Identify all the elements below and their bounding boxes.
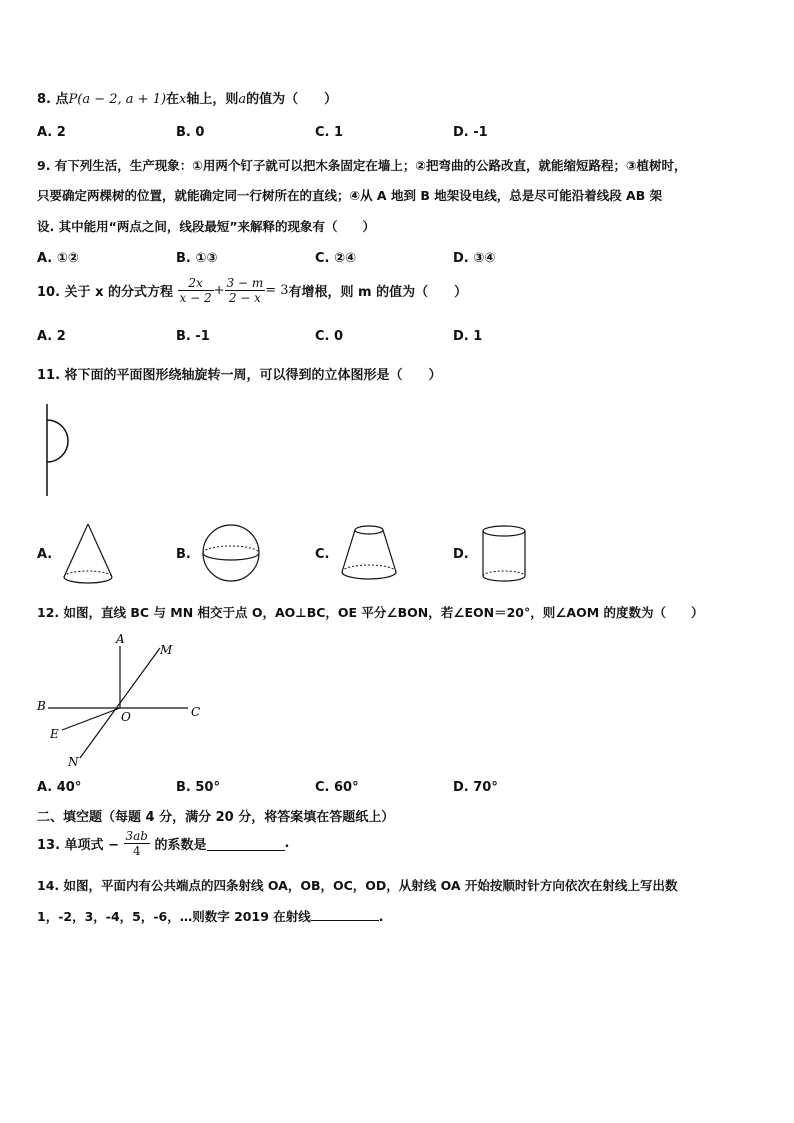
- q10-option-b[interactable]: B. -1: [176, 329, 210, 344]
- q9-line3: 设. 其中能用“两点之间，线段最短”来解释的现象有（ ）: [37, 219, 376, 234]
- q11-option-b[interactable]: B.: [176, 547, 191, 562]
- label-b: B: [37, 699, 46, 713]
- q8-option-c[interactable]: C. 1: [315, 125, 344, 140]
- q10-option-a[interactable]: A. 2: [37, 329, 66, 344]
- q13-answer-blank[interactable]: [207, 836, 285, 851]
- cone-icon: [60, 520, 116, 586]
- q12-option-d[interactable]: D. 70°: [453, 780, 498, 795]
- q8-option-b[interactable]: B. 0: [176, 125, 205, 140]
- label-m: M: [160, 643, 173, 657]
- q9-line1: 9. 有下列生活，生产现象：①用两个钉子就可以把木条固定在墙上；②把弯曲的公路改直，就能缩短路程；③植树时，: [37, 158, 687, 173]
- q10-fraction-2: $\frac{3 - m}{2 - x}$: [226, 276, 264, 305]
- frustum-icon: [337, 522, 401, 584]
- label-n: N: [68, 755, 79, 769]
- q10-option-c[interactable]: C. 0: [315, 329, 344, 344]
- label-a: A: [116, 632, 125, 646]
- q8-coord: (a − 2, a + 1): [77, 92, 167, 107]
- q12-option-b[interactable]: B. 50°: [176, 780, 220, 795]
- q10-stem: 10. 关于 x 的分式方程 $\frac{2x}{x - 2}$ + $\frac{3 - m}{2 - x}$ = 3有增根，则 m 的值为（ ）: [37, 276, 468, 305]
- q13-fraction: $\frac{3ab}{4}$: [125, 829, 148, 858]
- sphere-icon: [200, 522, 262, 584]
- q8-point: P: [68, 92, 78, 107]
- q9-option-d[interactable]: D. ③④: [453, 251, 496, 266]
- q8-stem: 8. 点P(a − 2, a + 1)在x轴上，则a的值为（ ）: [37, 92, 338, 107]
- q11-stem: 11. 将下面的平面图形绕轴旋转一周，可以得到的立体图形是（ ）: [37, 368, 442, 383]
- q14-answer-blank[interactable]: [311, 908, 379, 921]
- q9-option-a[interactable]: A. ①②: [37, 251, 79, 266]
- q12-stem: 12. 如图，直线 BC 与 MN 相交于点 O，AO⊥BC，OE 平分∠BON，若∠EON＝20°，则∠AOM 的度数为（ ）: [37, 605, 704, 620]
- label-e: E: [50, 727, 59, 741]
- q12-option-a[interactable]: A. 40°: [37, 780, 82, 795]
- q8-option-a[interactable]: A. 2: [37, 125, 66, 140]
- q9-option-b[interactable]: B. ①③: [176, 251, 218, 266]
- q11-plane-figure: [40, 400, 80, 500]
- q14-line1: 14. 如图，平面内有公共端点的四条射线 OA，OB，OC，OD，从射线 OA 开始按顺时针方向依次在射线上写出数: [37, 878, 678, 893]
- label-c: C: [191, 705, 201, 719]
- q9-line2: 只要确定两棵树的位置，就能确定同一行树所在的直线；④从 A 地到 B 地架设电线，总是尽可能沿着线段 AB 架: [37, 188, 663, 203]
- section-2-heading: 二、填空题（每题 4 分，满分 20 分，将答案填在答题纸上）: [37, 810, 395, 825]
- q14-line2: 1，-2，3，-4，5，-6，…则数字 2019 在射线 .: [37, 909, 384, 924]
- cylinder-icon: [478, 522, 530, 586]
- q12-figure: [30, 630, 210, 770]
- ray-oe: [62, 708, 120, 730]
- q10-option-d[interactable]: D. 1: [453, 329, 483, 344]
- q8-option-d[interactable]: D. -1: [453, 125, 488, 140]
- q12-option-c[interactable]: C. 60°: [315, 780, 359, 795]
- q11-option-d[interactable]: D.: [453, 547, 469, 562]
- q13-stem: 13. 单项式 − $\frac{3ab}{4}$ 的系数是 .: [37, 829, 290, 858]
- q9-option-c[interactable]: C. ②④: [315, 251, 357, 266]
- q11-option-a[interactable]: A.: [37, 547, 53, 562]
- q11-option-c[interactable]: C.: [315, 547, 330, 562]
- label-o: O: [121, 710, 131, 724]
- q10-fraction-1: $\frac{2x}{x - 2}$: [179, 276, 212, 305]
